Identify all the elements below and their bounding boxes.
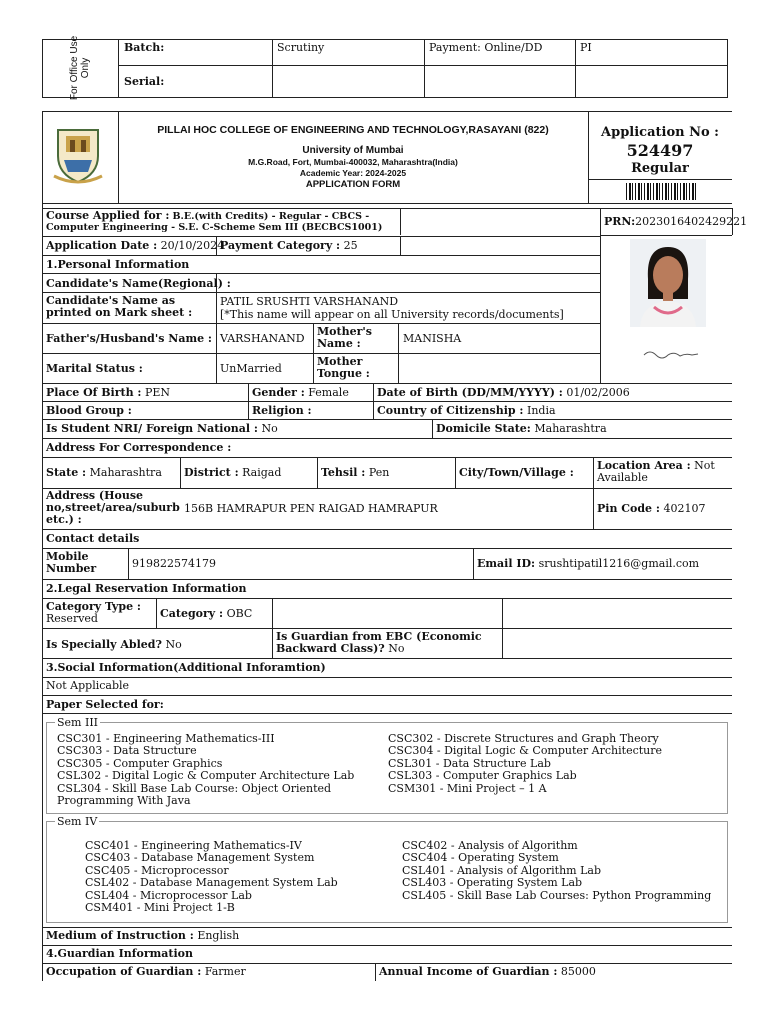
marital-label: Marital Status :: [46, 362, 143, 375]
nri-label: Is Student NRI/ Foreign National :: [46, 422, 258, 435]
place-of-birth: [46, 386, 170, 399]
name-printed-value: PATIL SRUSHTI VARSHANAND: [220, 295, 399, 308]
prn: [604, 215, 747, 228]
list-item: CSL303 - Computer Graphics Lab: [388, 769, 577, 783]
section-contact: Contact details: [46, 532, 140, 545]
sem4-label: Sem IV: [57, 815, 98, 828]
state: [46, 466, 162, 479]
payment-mode: Payment: Online/DD: [429, 41, 543, 54]
university-address: M.G.Road, Fort, Mumbai-400032, Maharashtra(India): [248, 157, 458, 167]
list-item: CSM301 - Mini Project – 1 A: [388, 781, 547, 795]
list-item: CSC305 - Computer Graphics: [57, 756, 223, 770]
list-item: CSC403 - Database Management System: [85, 851, 315, 865]
category: [160, 607, 252, 620]
university-name: University of Mumbai: [302, 145, 404, 156]
state-label: State :: [46, 466, 87, 479]
abled-label: Is Specially Abled?: [46, 638, 162, 651]
nri-status: [46, 422, 278, 435]
gender: [252, 386, 349, 399]
list-item: CSC302 - Discrete Structures and Graph Theory: [388, 732, 659, 745]
district-label: District :: [184, 466, 239, 479]
tehsil-label: Tehsil :: [321, 466, 366, 479]
category-value: OBC: [226, 607, 253, 620]
medium-label: Medium of Instruction :: [46, 929, 194, 942]
house-address-value: 156B HAMRAPUR PEN RAIGAD HAMRAPUR: [184, 502, 438, 515]
mother-value: MANISHA: [403, 332, 462, 345]
candidate-signature: [640, 347, 702, 361]
section-guardian: 4.Guardian Information: [46, 947, 193, 960]
pob-value: PEN: [145, 386, 171, 399]
medium-of-instruction: [46, 929, 239, 942]
pob-label: Place Of Birth :: [46, 386, 142, 399]
course-label: Course Applied for :: [46, 209, 170, 222]
application-no-label: Application No :: [601, 125, 719, 140]
name-regional-label: Candidate's Name(Regional) :: [46, 277, 231, 290]
category-type-label: Category Type :: [46, 600, 141, 613]
ebc-value: No: [388, 642, 405, 655]
section-personal: 1.Personal Information: [46, 258, 190, 271]
guardian-occupation: [46, 965, 246, 978]
ebc-status: [276, 631, 496, 655]
academic-year: Academic Year: 2024-2025: [299, 168, 407, 178]
section-social: 3.Social Information(Additional Inforamtion): [46, 661, 326, 674]
email-value: srushtipatil1216@gmail.com: [538, 557, 700, 570]
payment-category-label: Payment Category :: [220, 239, 341, 252]
mobile-value: 919822574179: [132, 557, 216, 570]
city-label: City/Town/Village :: [459, 466, 574, 479]
sem3-right-list: [388, 733, 723, 795]
father-label: Father's/Husband's Name :: [46, 332, 212, 345]
nri-value: No: [261, 422, 278, 435]
list-item: CSC301 - Engineering Mathematics-III: [57, 732, 275, 745]
section-legal: 2.Legal Reservation Information: [46, 582, 247, 595]
application-type: Regular: [631, 161, 689, 176]
list-item: CSC404 - Operating System: [402, 851, 559, 865]
medium-value: English: [197, 929, 240, 942]
form-title: APPLICATION FORM: [305, 179, 401, 190]
list-item: CSC402 - Analysis of Algorithm: [402, 839, 578, 852]
serial-label: Serial:: [124, 75, 165, 88]
application-no: 524497: [626, 141, 694, 160]
payment-category-value: 25: [343, 239, 358, 252]
occupation-label: Occupation of Guardian :: [46, 965, 202, 978]
list-item: CSC401 - Engineering Mathematics-IV: [85, 839, 302, 852]
course-applied: [46, 210, 398, 233]
citizenship-label: Country of Citizenship :: [377, 404, 524, 417]
candidate-photo: [630, 239, 706, 327]
course-value: B.E.(with Credits) - Regular - CBCS - Computer Engineering - S.E. C-Scheme Sem III (BECBCS1001): [46, 211, 383, 233]
location-area: [597, 460, 730, 484]
section-papers: Paper Selected for:: [46, 698, 164, 711]
date-of-birth: [377, 386, 630, 399]
location-label: Location Area :: [597, 459, 691, 472]
abled-value: No: [165, 638, 182, 651]
list-item: CSL405 - Skill Base Lab Courses: Python Programming: [402, 888, 712, 902]
citizenship-value: India: [526, 404, 556, 417]
occupation-value: Farmer: [204, 965, 246, 978]
list-item: CSL402 - Database Management System Lab: [85, 876, 338, 890]
sem3-label: Sem III: [57, 716, 99, 729]
domicile-state: [436, 422, 607, 435]
guardian-income: [379, 965, 596, 978]
dob-label: Date of Birth (DD/MM/YYYY) :: [377, 386, 563, 399]
domicile-label: Domicile State:: [436, 422, 531, 435]
list-item: CSC304 - Digital Logic & Computer Architecture: [388, 744, 663, 758]
list-item: CSM401 - Mini Project 1-B: [85, 901, 235, 915]
category-label: Category :: [160, 607, 224, 620]
email: [477, 557, 699, 570]
mother-label: Mother's Name :: [317, 325, 372, 350]
ebc-label: Is Guardian from EBC (Economic Backward Class)?: [276, 630, 482, 655]
college-name: PILLAI HOC COLLEGE OF ENGINEERING AND TECHNOLOGY,RASAYANI (822): [157, 124, 549, 136]
pi-label: PI: [580, 41, 592, 54]
list-item: CSL304 - Skill Base Lab Course: Object Oriented Programming With Java: [57, 781, 332, 808]
application-date-value: 20/10/2024: [160, 239, 225, 252]
section-address: Address For Correspondence :: [46, 441, 232, 454]
father-value: VARSHANAND: [220, 332, 305, 345]
category-type: [46, 601, 154, 625]
religion-label: Religion :: [252, 404, 312, 417]
prn-label: PRN:: [604, 215, 636, 228]
barcode: [626, 183, 696, 200]
sem3-left-list: [57, 733, 387, 807]
list-item: CSL401 - Analysis of Algorithm Lab: [402, 863, 602, 877]
blood-group: [46, 404, 132, 417]
tongue-label: Mother Tongue :: [317, 355, 370, 380]
blood-label: Blood Group :: [46, 404, 132, 417]
sem4-left-list: [85, 840, 395, 914]
prn-value: 2023016402429221: [635, 215, 748, 228]
state-value: Maharashtra: [89, 466, 162, 479]
marital-value: UnMarried: [220, 362, 282, 375]
district-value: Raigad: [242, 466, 282, 479]
category-type-value: Reserved: [46, 612, 98, 625]
payment-category: [220, 239, 358, 252]
domicile-value: Maharashtra: [534, 422, 607, 435]
mobile-label: Mobile Number: [46, 550, 97, 575]
list-item: CSL301 - Data Structure Lab: [388, 756, 551, 770]
gender-value: Female: [308, 386, 349, 399]
application-date: [46, 239, 224, 252]
pin-value: 402107: [663, 502, 706, 515]
house-address-label: Address (House no,street/area/suburb etc.) :: [46, 489, 180, 526]
religion: [252, 404, 312, 417]
office-use-label: For Office Use Only: [69, 35, 91, 101]
list-item: CSC303 - Data Structure: [57, 744, 197, 758]
batch-label: Batch:: [124, 41, 165, 54]
income-label: Annual Income of Guardian :: [379, 965, 558, 978]
email-label: Email ID:: [477, 557, 536, 570]
pin-label: Pin Code :: [597, 502, 660, 515]
income-value: 85000: [560, 965, 596, 978]
location-value: Not Available: [597, 459, 715, 484]
list-item: CSL404 - Microprocessor Lab: [85, 888, 252, 902]
scrutiny-label: Scrutiny: [277, 41, 325, 54]
name-note: [*This name will appear on all University records/documents]: [220, 308, 564, 321]
sem4-right-list: [402, 840, 724, 902]
citizenship: [377, 404, 556, 417]
tehsil-value: Pen: [368, 466, 390, 479]
list-item: CSC405 - Microprocessor: [85, 863, 229, 877]
city: [459, 466, 574, 479]
pin-code: [597, 502, 705, 515]
district: [184, 466, 281, 479]
gender-label: Gender :: [252, 386, 305, 399]
list-item: CSL302 - Digital Logic & Computer Architecture Lab: [57, 769, 355, 783]
application-date-label: Application Date :: [46, 239, 158, 252]
name-printed-label: Candidate's Name as printed on Mark sheet :: [46, 294, 193, 319]
tehsil: [321, 466, 389, 479]
specially-abled: [46, 638, 182, 651]
social-value: Not Applicable: [46, 679, 130, 692]
dob-value: 01/02/2006: [566, 386, 630, 399]
university-logo: [52, 126, 104, 186]
list-item: CSL403 - Operating System Lab: [402, 876, 583, 890]
